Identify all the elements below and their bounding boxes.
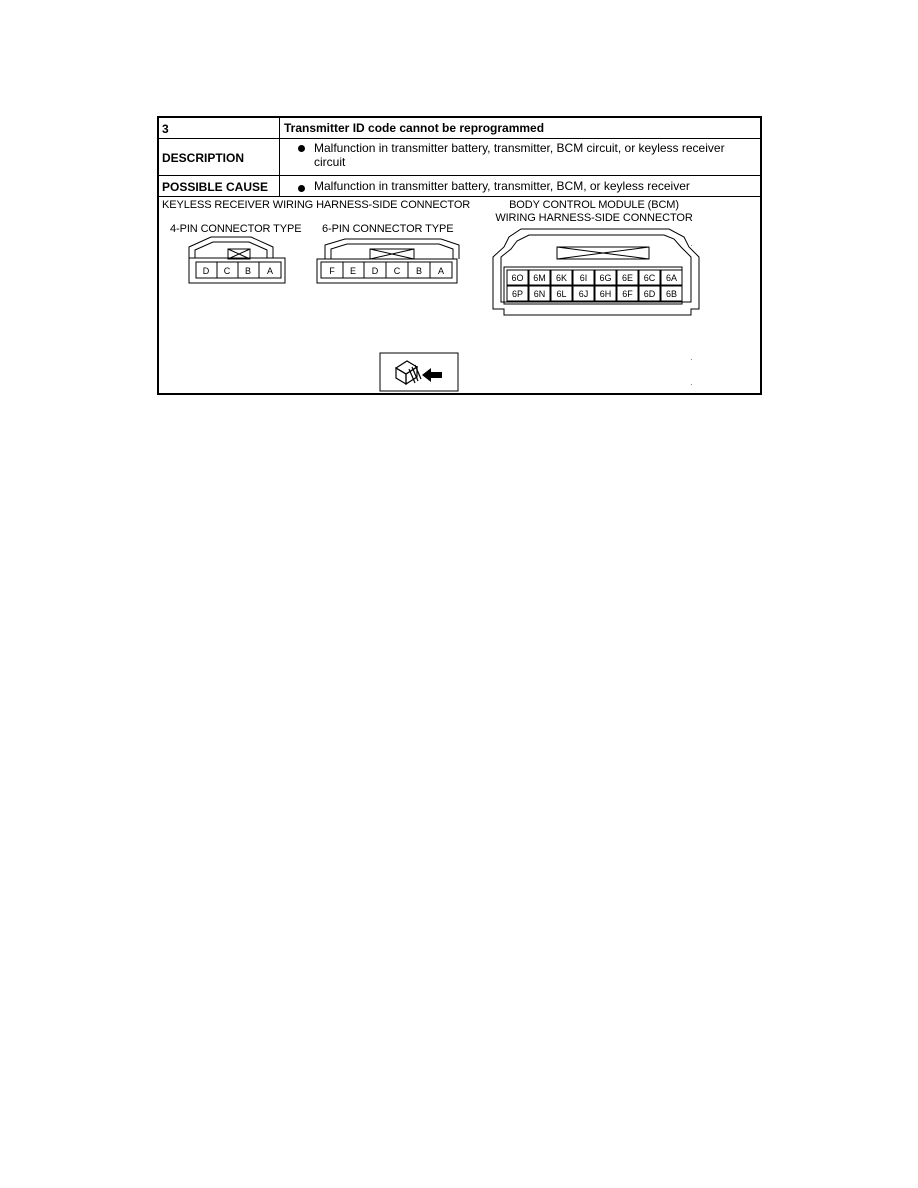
bcm-connector xyxy=(493,229,699,315)
step-title: Transmitter ID code cannot be reprogrammed xyxy=(284,121,545,135)
pin-label: C xyxy=(393,266,401,276)
bcm-pin-label: 6D xyxy=(643,289,656,299)
bcm-pin-label: 6L xyxy=(556,289,567,299)
bullet-icon xyxy=(298,145,305,152)
possible-cause-label: POSSIBLE CAUSE xyxy=(159,176,280,196)
connector-figure xyxy=(159,197,760,393)
possible-cause-text: Malfunction in transmitter battery, transmitter, BCM, or keyless receiver xyxy=(314,179,690,193)
troubleshooting-table xyxy=(157,116,762,395)
six-pin-label: 6-PIN CONNECTOR TYPE xyxy=(322,223,454,235)
bcm-pin-label: 6J xyxy=(578,289,589,299)
bcm-pin-label: 6P xyxy=(511,289,524,299)
bcm-pin-label: 6E xyxy=(621,273,634,283)
pin-label: B xyxy=(415,266,423,276)
pin-label: F xyxy=(329,266,335,276)
bcm-pin-label: 6C xyxy=(643,273,656,283)
pin-label: D xyxy=(202,266,210,276)
bcm-pin-label: 6N xyxy=(533,289,546,299)
pin-label: D xyxy=(371,266,379,276)
bullet-icon xyxy=(298,185,305,192)
bcm-pin-label: 6K xyxy=(555,273,568,283)
description-label: DESCRIPTION xyxy=(159,139,280,175)
bcm-pin-label: 6B xyxy=(665,289,678,299)
bcm-pin-label: 6G xyxy=(599,273,612,283)
bcm-title-line1: BODY CONTROL MODULE (BCM) xyxy=(509,199,679,211)
bcm-pin-label: 6F xyxy=(622,289,633,299)
pin-label: A xyxy=(266,266,274,276)
table-row xyxy=(159,139,760,176)
table-row xyxy=(159,118,760,139)
keyless-receiver-heading: KEYLESS RECEIVER WIRING HARNESS-SIDE CONNECTOR xyxy=(162,199,471,211)
description-text: Malfunction in transmitter battery, transmitter, BCM circuit, or keyless receiver circuit xyxy=(314,141,725,169)
pin-label: B xyxy=(244,266,252,276)
bcm-title-line2: WIRING HARNESS-SIDE CONNECTOR xyxy=(495,212,693,224)
bcm-pin-label: 6O xyxy=(511,273,524,283)
step-number: 3 xyxy=(159,118,280,138)
connector-drawings xyxy=(159,197,760,393)
pin-label: A xyxy=(437,266,445,276)
bcm-pin-label: 6I xyxy=(579,273,588,283)
four-pin-label: 4-PIN CONNECTOR TYPE xyxy=(170,223,302,235)
bcm-pin-label: 6M xyxy=(533,273,546,283)
four-pin-connector xyxy=(189,237,285,283)
pin-label: C xyxy=(223,266,231,276)
pin-label: E xyxy=(349,266,357,276)
six-pin-connector xyxy=(317,239,459,283)
bcm-pin-label: 6H xyxy=(599,289,612,299)
harness-side-inspection-icon xyxy=(380,353,458,391)
table-row xyxy=(159,176,760,197)
bcm-pin-label: 6A xyxy=(665,273,678,283)
